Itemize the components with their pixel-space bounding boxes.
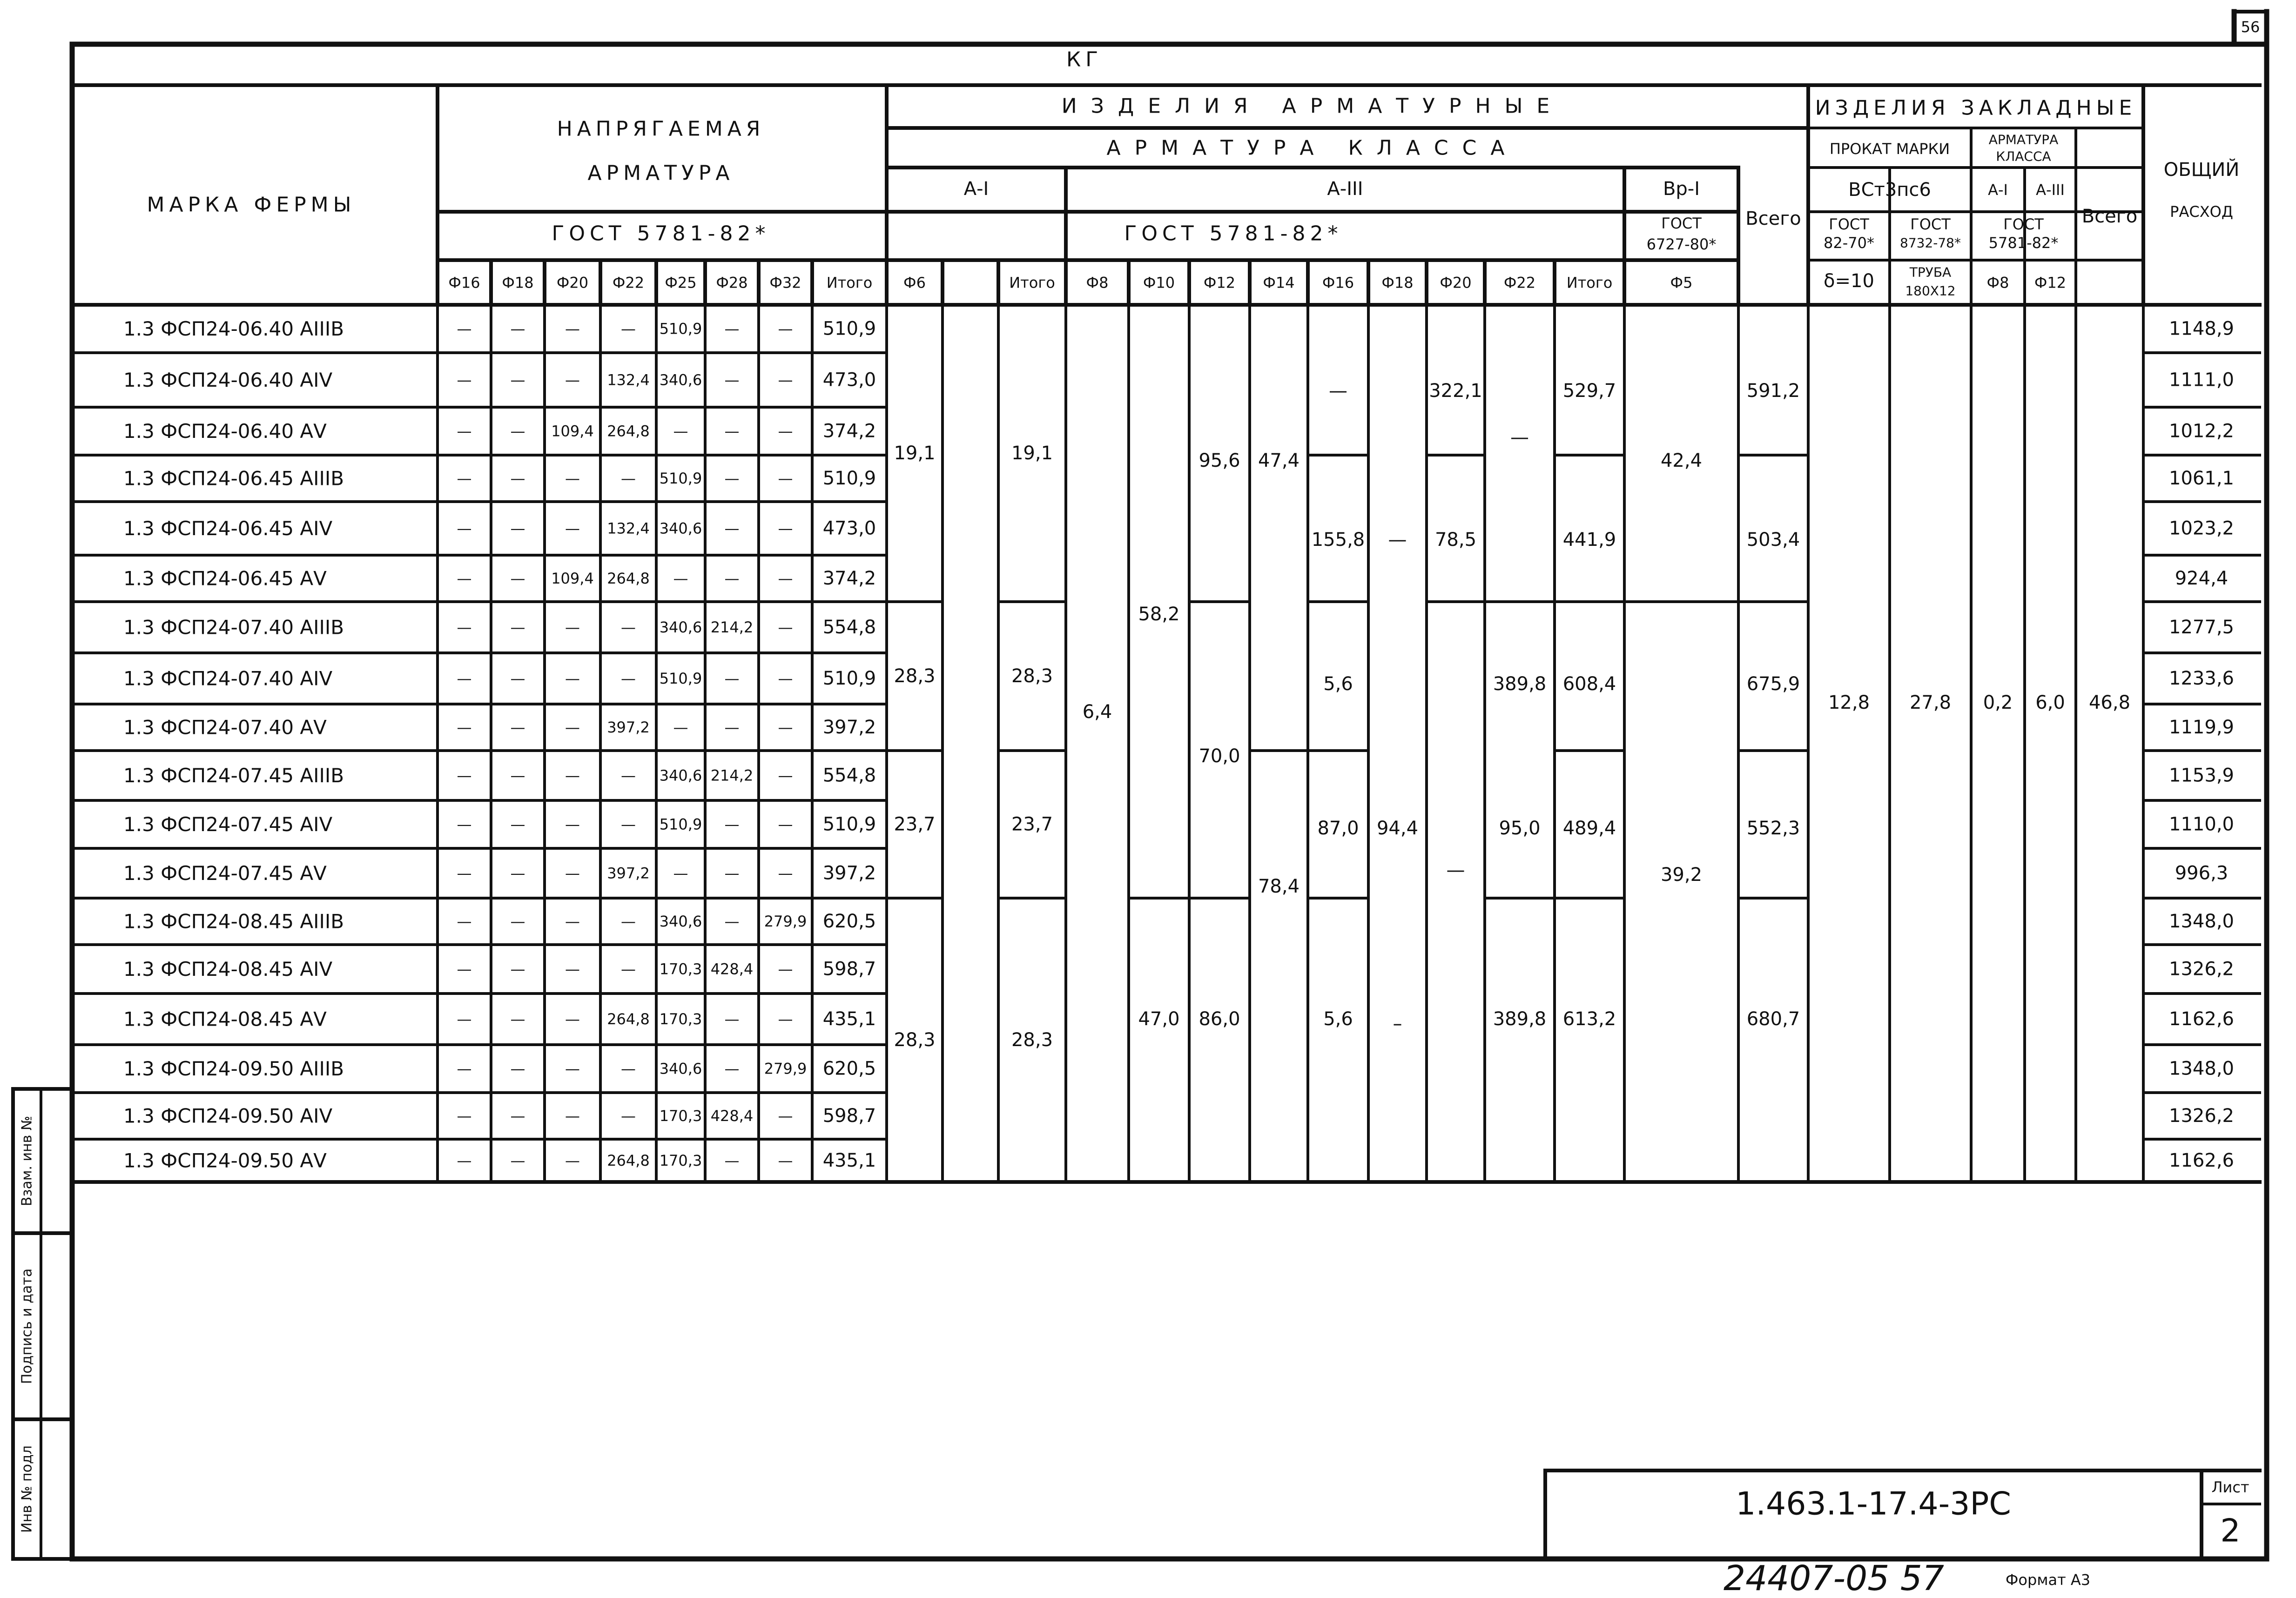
row-total: 1162,6 [2169,1008,2234,1030]
row-pre-cell: — [510,766,525,785]
row-pre-cell: — [457,371,472,389]
row-pre-cell: 510,9 [659,470,702,487]
row-pre-cell: — [510,320,525,338]
row-pre-cell: 279,9 [764,1060,807,1078]
merged-cell: 28,3 [1011,1029,1053,1051]
row-pre-cell: — [621,1060,636,1078]
row-pre-cell: — [457,960,472,978]
diameter-header: Ф16 [1322,274,1354,292]
row-pre-cell: — [510,1152,525,1169]
header-overall: ОБЩИЙ [2163,159,2240,181]
row-pre-cell: 340,6 [659,913,702,930]
row-pre-cell: — [565,864,580,882]
merged-cell: 78,5 [1434,529,1477,551]
stamp-signature-date: Подпись и дата [19,1268,35,1384]
row-pre-cell: — [778,718,793,736]
stamp-inventory: Инв № подл [19,1445,35,1533]
header-gost-5781: 5781-82* [1988,234,2059,252]
header-emb-rebar: АРМАТУРА [1988,132,2059,148]
row-pre-cell: — [565,815,580,833]
row-pre-cell: — [778,1010,793,1028]
merged-cell: 0,2 [1983,692,2013,713]
row-pre-cell: — [724,1010,740,1028]
row-pre-cell: — [621,913,636,930]
row-pre-cell: 170,3 [659,1152,702,1169]
row-pre-cell: — [565,670,580,687]
row-pre-cell: — [565,718,580,736]
row-pre-cell: 170,3 [659,1107,702,1125]
row-pre-cell: — [457,670,472,687]
row-pre-cell: 264,8 [607,570,650,587]
row-pre-cell: — [778,1107,793,1125]
row-pre-cell: — [724,913,740,930]
row-pre-cell: 598,7 [822,1105,876,1127]
diameter-header: Итого [1009,274,1055,292]
row-pre-cell: — [724,1152,740,1169]
row-pre-cell: — [724,815,740,833]
row-total: 1012,2 [2169,420,2234,442]
row-pre-cell: — [565,519,580,537]
row-pre-cell: — [510,618,525,636]
row-pre-cell: — [565,371,580,389]
diameter-header: Ф25 [665,274,697,292]
header-gost-82: ГОСТ [1829,215,1869,233]
row-total: 1023,2 [2169,517,2234,539]
row-mark: 1.3 ФСП24-08.45 АIV [123,958,333,980]
row-total: 1277,5 [2169,617,2234,638]
row-mark: 1.3 ФСП24-06.40 АIV [123,369,333,391]
row-pre-cell: 473,0 [822,369,876,391]
row-pre-cell: — [621,1107,636,1125]
header-class-a3: А-III [1327,178,1363,200]
row-total: 1233,6 [2169,668,2234,689]
diameter-header: Ф18 [1381,274,1414,292]
row-pre-cell: 397,2 [607,864,650,882]
row-mark: 1.3 ФСП24-06.45 АIIIВ [123,467,344,490]
sheet-number: 2 [2220,1512,2241,1550]
row-pre-cell: 510,9 [822,813,876,835]
row-mark: 1.3 ФСП24-07.45 АIIIВ [123,764,344,787]
header-prestressed-gost: ГОСТ 5781-82* [552,222,770,246]
row-pre-cell: — [724,519,740,537]
row-pre-cell: — [457,718,472,736]
diameter-header: Ф18 [502,274,534,292]
row-total: 1148,9 [2169,318,2234,340]
doc-code: 1.463.1-17.4-3РС [1736,1485,2011,1523]
row-pre-cell: 620,5 [822,1058,876,1080]
row-pre-cell: — [510,670,525,687]
merged-cell: 87,0 [1317,818,1359,839]
diameter-header: Итого [1566,274,1613,292]
row-pre-cell: — [621,766,636,785]
row-pre-cell: 554,8 [822,765,876,786]
header-prestressed: АРМАТУРА [587,161,734,185]
merged-cell: — [1510,427,1529,448]
diameter-header: Ф16 [448,274,480,292]
merged-cell: 608,4 [1562,673,1616,695]
row-pre-cell: — [724,718,740,736]
row-mark: 1.3 ФСП24-09.50 АV [123,1149,327,1172]
header-rebar-total: Всего [1745,208,1801,229]
row-pre-cell: — [673,718,688,736]
merged-cell: 23,7 [1011,813,1053,835]
row-pre-cell: 109,4 [551,422,594,440]
diameter-header: Ф28 [716,274,748,292]
row-pre-cell: 109,4 [551,570,594,587]
merged-cell: 19,1 [894,443,936,464]
row-pre-cell: — [565,913,580,930]
row-total: 1061,1 [2169,468,2234,489]
row-total: 996,3 [2175,862,2229,884]
row-pre-cell: 132,4 [607,519,650,537]
merged-cell: 70,0 [1198,745,1240,767]
row-total: 1119,9 [2169,717,2234,738]
row-pre-cell: 397,2 [822,717,876,738]
row-total: 1153,9 [2169,765,2234,786]
merged-cell: 389,8 [1493,673,1547,695]
diameter-header: Ф14 [1263,274,1295,292]
row-pre-cell: 510,9 [822,468,876,489]
row-pre-cell: — [457,1010,472,1028]
row-pre-cell: 510,9 [822,668,876,689]
row-pre-cell: — [621,960,636,978]
diameter-header: Ф10 [1143,274,1175,292]
row-pre-cell: — [510,1107,525,1125]
merged-cell: — [1446,859,1465,881]
footer-inventory: 24407-05 57 [1724,1558,1944,1598]
merged-cell: 5,6 [1323,1008,1353,1030]
row-pre-cell: — [778,1152,793,1169]
row-mark: 1.3 ФСП24-09.50 АIIIВ [123,1057,344,1080]
row-pre-cell: 264,8 [607,422,650,440]
row-pre-cell: — [621,320,636,338]
row-pre-cell: — [673,570,688,587]
merged-cell: 489,4 [1562,818,1616,839]
row-pre-cell: 132,4 [607,371,650,389]
row-pre-cell: — [778,570,793,587]
row-pre-cell: — [457,618,472,636]
row-pre-cell: 510,9 [822,318,876,340]
merged-cell: 389,8 [1493,1008,1547,1030]
row-total: 1348,0 [2169,911,2234,932]
header-emb-total: Всего [2081,206,2138,227]
row-pre-cell: — [565,1060,580,1078]
header-gost-8732: 8732-78* [1900,235,1961,251]
footer-format: Формат А3 [2005,1571,2091,1589]
row-pre-cell: — [778,960,793,978]
diameter-header: Ф20 [556,274,589,292]
row-pre-cell: 340,6 [659,766,702,785]
merged-cell: – [1393,1013,1402,1034]
table-text [19,18,2260,1598]
diameter-header: Ф6 [903,274,926,292]
row-pre-cell: — [621,470,636,487]
diameter-header: Ф22 [1503,274,1536,292]
header-sub-pipe: 180Х12 [1905,283,1956,299]
merged-cell: 47,4 [1258,450,1300,471]
row-pre-cell: — [565,618,580,636]
row-pre-cell: — [565,1010,580,1028]
header-rebar-products: ИЗДЕЛИЯ АРМАТУРНЫЕ [1061,94,1564,118]
row-pre-cell: — [457,422,472,440]
header-sub-delta: δ=10 [1824,270,1874,292]
merged-cell: 58,2 [1138,604,1180,625]
merged-cell: 28,3 [894,665,936,687]
row-pre-cell: — [778,864,793,882]
merged-cell: 6,4 [1082,701,1112,723]
diameter-header: Ф5 [1670,274,1693,292]
row-pre-cell: 428,4 [710,1107,754,1125]
header-emb-a3: А-III [2036,181,2065,199]
row-pre-cell: — [724,1060,740,1078]
diameter-header: Ф8 [1086,274,1109,292]
row-pre-cell: — [621,618,636,636]
row-pre-cell: — [778,618,793,636]
header-mark: МАРКА ФЕРМЫ [147,193,356,217]
row-pre-cell: — [565,960,580,978]
row-mark: 1.3 ФСП24-07.45 АIV [123,813,333,836]
row-pre-cell: — [457,320,472,338]
stamp-replaced-inventory: Взам. инв № [19,1115,35,1207]
header-emb-rebar: КЛАССА [1996,148,2051,164]
row-pre-cell: — [565,1107,580,1125]
row-pre-cell: — [510,815,525,833]
header-steel: ВСт3пс6 [1848,179,1931,201]
merged-cell: 680,7 [1746,1008,1800,1030]
header-emb-a1: А-I [1988,181,2008,199]
row-pre-cell: 397,2 [822,862,876,884]
row-pre-cell: — [778,766,793,785]
sheet-label: Лист [2211,1478,2249,1496]
row-pre-cell: — [510,371,525,389]
row-pre-cell: — [778,470,793,487]
row-pre-cell: — [510,864,525,882]
diameter-header: Итого [826,274,873,292]
row-pre-cell: — [510,570,525,587]
diameter-header: Ф22 [612,274,645,292]
row-pre-cell: — [778,371,793,389]
row-pre-cell: — [457,470,472,487]
merged-cell: 28,3 [1011,665,1053,687]
header-rebar-gost: ГОСТ 5781-82* [1124,222,1343,246]
row-pre-cell: — [621,815,636,833]
header-rolled: ПРОКАТ МАРКИ [1829,140,1950,158]
row-pre-cell: 340,6 [659,519,702,537]
row-pre-cell: 170,3 [659,1010,702,1028]
header-class-a1: А-I [963,178,989,200]
merged-cell: 47,0 [1138,1008,1180,1030]
row-pre-cell: 397,2 [607,718,650,736]
diameter-header: Ф20 [1440,274,1472,292]
row-mark: 1.3 ФСП24-07.40 АV [123,716,327,739]
merged-cell: 529,7 [1562,380,1616,402]
row-pre-cell: — [510,913,525,930]
row-total: 1326,2 [2169,958,2234,980]
row-pre-cell: — [457,815,472,833]
row-pre-cell: — [510,470,525,487]
row-pre-cell: — [510,1010,525,1028]
merged-cell: 675,9 [1746,673,1800,695]
row-pre-cell: 510,9 [659,815,702,833]
row-total: 1111,0 [2169,369,2234,391]
header-embedded: ИЗДЕЛИЯ ЗАКЛАДНЫЕ [1815,96,2137,120]
merged-cell: 95,6 [1198,450,1240,471]
merged-cell: 39,2 [1660,864,1703,886]
header-rebar-class: АРМАТУРА КЛАССА [1106,136,1519,160]
row-pre-cell: 510,9 [659,670,702,687]
merged-cell: — [1329,380,1347,402]
row-pre-cell: — [457,766,472,785]
row-pre-cell: — [778,815,793,833]
row-mark: 1.3 ФСП24-07.40 АIIIВ [123,616,344,639]
row-pre-cell: 435,1 [822,1008,876,1030]
merged-cell: 19,1 [1011,443,1053,464]
row-total: 1348,0 [2169,1058,2234,1080]
row-pre-cell: 473,0 [822,517,876,539]
row-pre-cell: 374,2 [822,420,876,442]
merged-cell: 86,0 [1198,1008,1240,1030]
row-pre-cell: — [778,320,793,338]
row-pre-cell: 340,6 [659,371,702,389]
row-pre-cell: — [724,422,740,440]
merged-cell: 5,6 [1323,673,1353,695]
row-pre-cell: 620,5 [822,911,876,932]
row-pre-cell: 428,4 [710,960,754,978]
row-mark: 1.3 ФСП24-06.40 АIIIВ [123,317,344,340]
merged-cell: 503,4 [1746,529,1800,551]
row-mark: 1.3 ФСП24-07.45 АV [123,862,327,885]
merged-cell: 94,4 [1376,818,1419,839]
row-pre-cell: — [724,864,740,882]
header-gost-82: 82-70* [1824,234,1874,252]
row-pre-cell: — [457,1060,472,1078]
merged-cell: 6,0 [2035,692,2065,713]
row-pre-cell: — [565,320,580,338]
row-pre-cell: — [724,670,740,687]
row-total: 924,4 [2175,568,2229,589]
row-pre-cell: 374,2 [822,568,876,589]
row-pre-cell: — [724,470,740,487]
row-total: 1162,6 [2169,1150,2234,1171]
merged-cell: 42,4 [1660,450,1703,471]
row-pre-cell: — [565,470,580,487]
header-prestressed: НАПРЯГАЕМАЯ [557,117,765,141]
row-pre-cell: — [510,718,525,736]
row-pre-cell: 598,7 [822,958,876,980]
row-pre-cell: 214,2 [710,766,754,785]
row-pre-cell: — [724,371,740,389]
header-overall: РАСХОД [2170,203,2233,221]
merged-cell: 78,4 [1258,876,1300,897]
row-pre-cell: 510,9 [659,320,702,338]
row-pre-cell: — [621,670,636,687]
row-pre-cell: — [510,422,525,440]
merged-cell: 46,8 [2088,692,2131,713]
row-pre-cell: — [457,1152,472,1169]
row-mark: 1.3 ФСП24-06.45 АIV [123,517,333,540]
row-pre-cell: — [510,1060,525,1078]
row-pre-cell: — [565,1152,580,1169]
merged-cell: 28,3 [894,1029,936,1051]
merged-cell: 155,8 [1311,529,1365,551]
header-bp1-gost: ГОСТ [1661,215,1702,232]
row-pre-cell: — [457,1107,472,1125]
header-class-bp1: Вр-I [1663,178,1700,200]
row-pre-cell: — [510,519,525,537]
merged-cell: 613,2 [1562,1008,1616,1030]
row-pre-cell: 340,6 [659,1060,702,1078]
row-pre-cell: 554,8 [822,617,876,638]
diameter-header: Ф32 [769,274,801,292]
row-pre-cell: — [457,570,472,587]
row-mark: 1.3 ФСП24-08.45 АV [123,1007,327,1031]
row-pre-cell: — [457,519,472,537]
row-mark: 1.3 ФСП24-08.45 АIIIВ [123,910,344,933]
row-pre-cell: 170,3 [659,960,702,978]
row-mark: 1.3 ФСП24-06.45 АV [123,567,327,590]
diameter-header: Ф12 [1203,274,1236,292]
row-total: 1110,0 [2169,813,2234,835]
row-pre-cell: — [724,320,740,338]
row-pre-cell: — [673,864,688,882]
row-pre-cell: — [724,570,740,587]
row-pre-cell: — [565,766,580,785]
header-bp1-gost: 6727-80* [1646,235,1717,253]
row-pre-cell: — [778,519,793,537]
row-mark: 1.3 ФСП24-06.40 АV [123,420,327,443]
row-pre-cell: 214,2 [710,618,754,636]
merged-cell: 591,2 [1746,380,1800,402]
row-pre-cell: — [457,913,472,930]
row-pre-cell: — [778,670,793,687]
row-mark: 1.3 ФСП24-09.50 АIV [123,1104,333,1128]
sheet-top-label: 56 [2241,18,2260,36]
header-gost-5781: ГОСТ [2003,215,2044,233]
header-gost-8732: ГОСТ [1910,215,1951,233]
row-pre-cell: — [457,864,472,882]
merged-cell: 95,0 [1499,818,1541,839]
merged-cell: 441,9 [1562,529,1616,551]
merged-cell: 12,8 [1828,692,1870,713]
row-pre-cell: 435,1 [822,1150,876,1171]
merged-cell: 552,3 [1746,818,1800,839]
row-pre-cell: 340,6 [659,618,702,636]
row-pre-cell: — [778,422,793,440]
diameter-header: Ф8 [1986,274,2009,292]
merged-cell: 322,1 [1429,380,1482,402]
merged-cell: 23,7 [894,813,936,835]
merged-cell: — [1388,529,1407,551]
table-title: КГ [1066,47,1103,72]
row-pre-cell: 279,9 [764,913,807,930]
row-mark: 1.3 ФСП24-07.40 АIV [123,667,333,690]
row-pre-cell: — [510,960,525,978]
row-total: 1326,2 [2169,1105,2234,1127]
diameter-header: Ф12 [2034,274,2067,292]
merged-cell: 27,8 [1909,692,1952,713]
row-pre-cell: 264,8 [607,1010,650,1028]
row-pre-cell: 264,8 [607,1152,650,1169]
header-sub-pipe: ТРУБА [1909,264,1952,280]
row-pre-cell: — [673,422,688,440]
